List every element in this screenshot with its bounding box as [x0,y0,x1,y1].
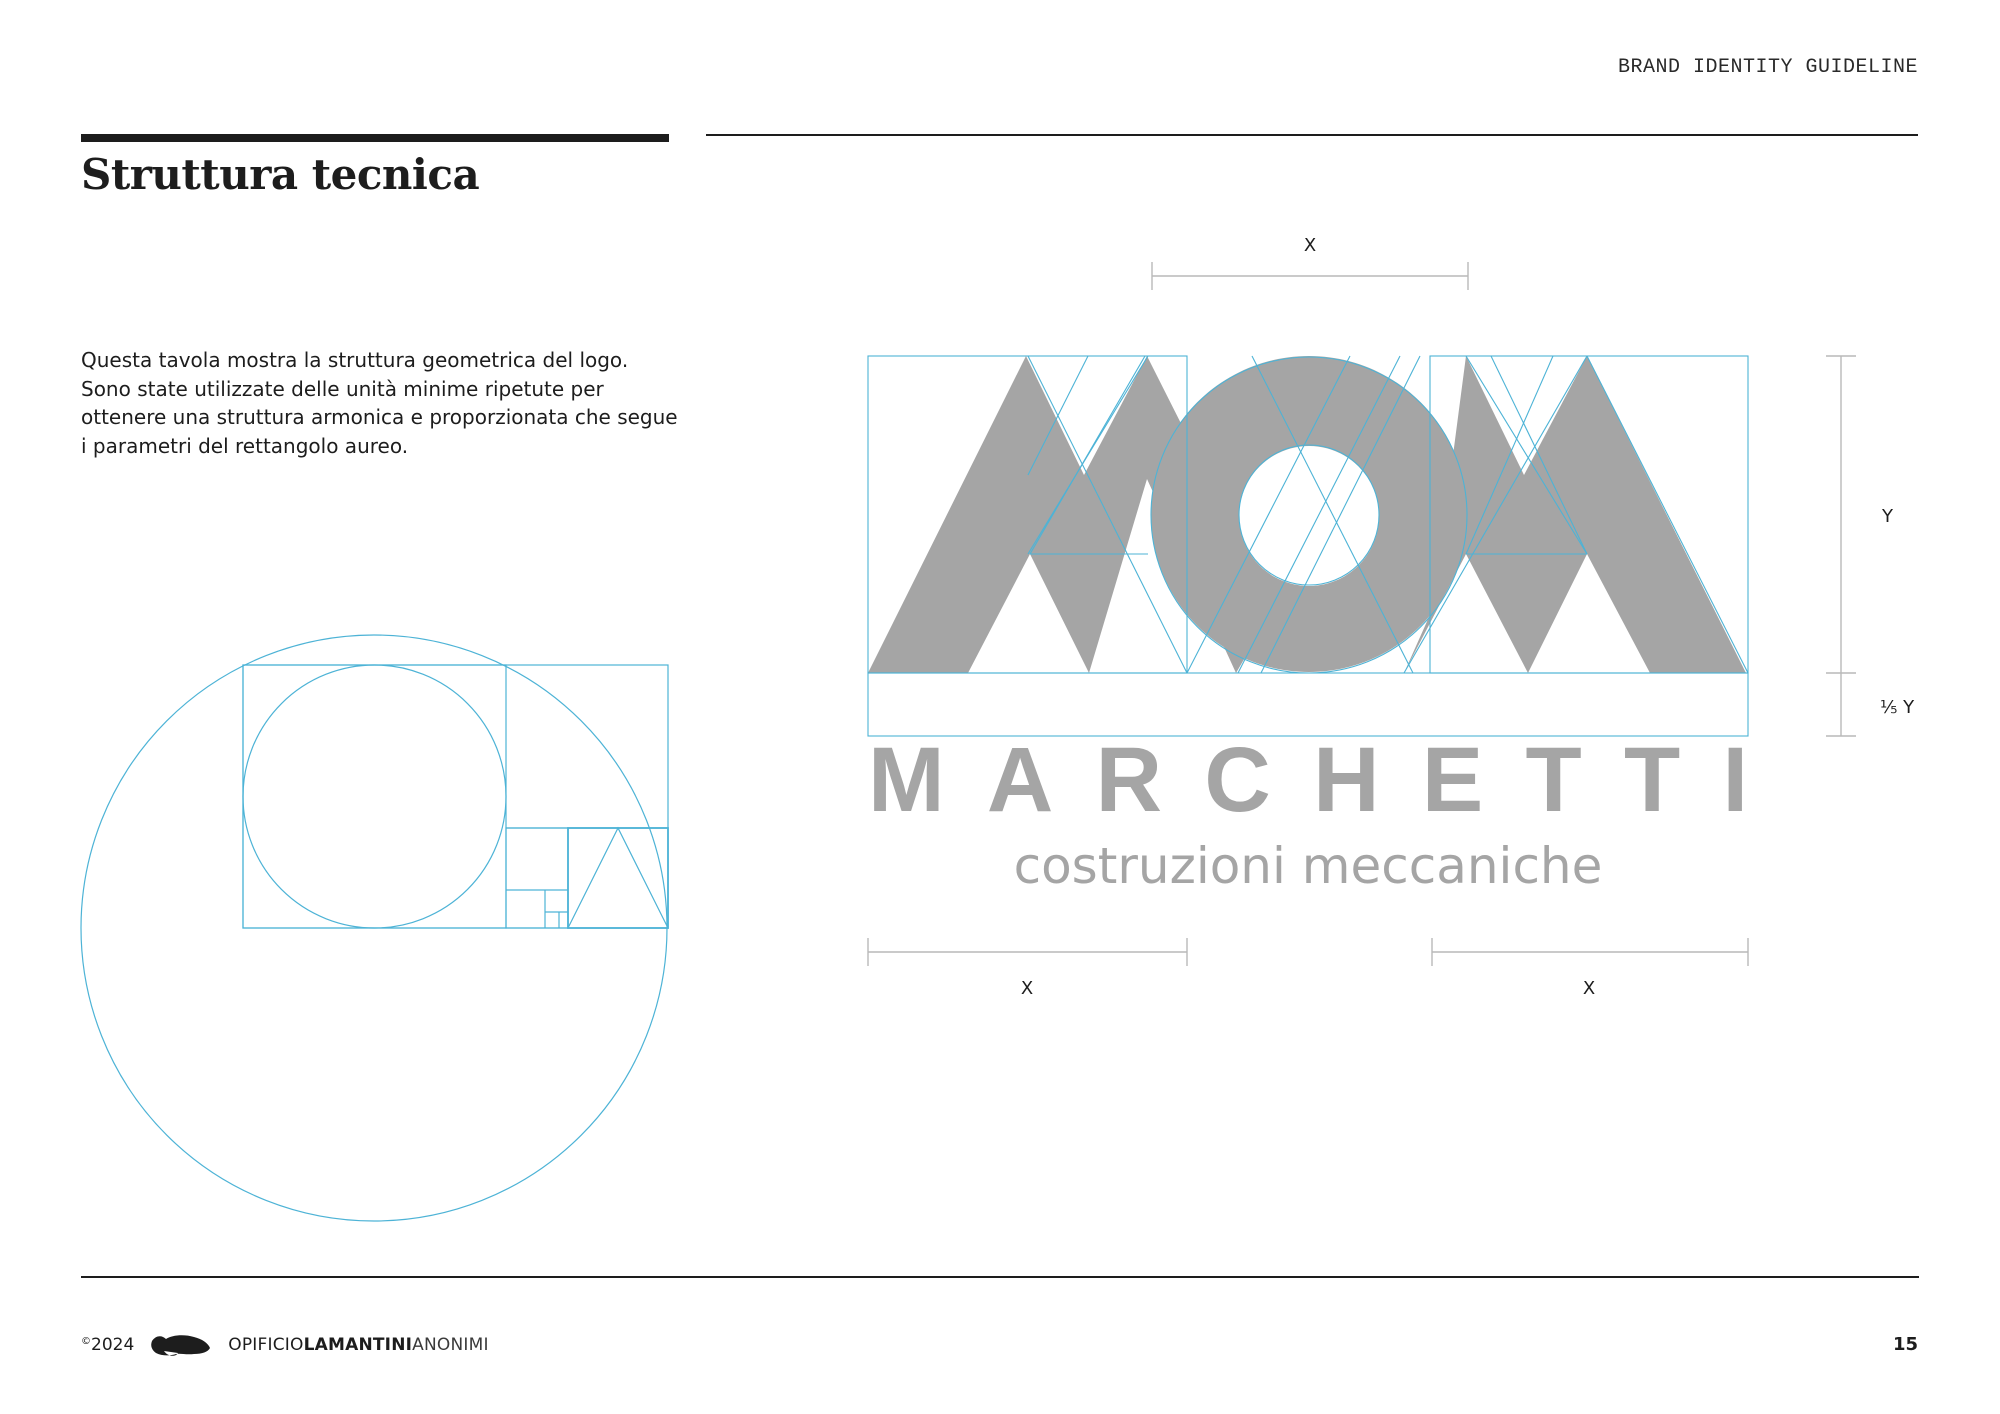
dimension-top-x-label: X [1303,235,1317,256]
logo-monogram [868,356,1746,673]
guide-box-wordmark [868,673,1748,736]
copyright-year: 2024 [91,1335,135,1355]
footer-brand [228,1335,488,1355]
copyright [81,1335,134,1355]
logo-ring [1151,356,1467,672]
footer-rule [81,1276,1919,1278]
description-text: Questa tavola mostra la struttura geometrica del logo. Sono state utilizzate delle unità minime ripetute per ottenere una struttura armonica e proporzionata che segue i parametri del rettangolo aureo. [81,348,678,458]
manatee-logo-icon [150,1331,212,1359]
dimension-bottom-right-x-label: X [1582,978,1596,999]
dimension-fifth-y-label: ⅕ Y [1880,697,1915,718]
page-title: Struttura tecnica [81,150,480,199]
footer-brand-part2: LAMANTINI [303,1335,413,1355]
header-label: BRAND IDENTITY GUIDELINE [1617,56,1918,79]
dimension-bottom-left-x-label: X [1020,978,1034,999]
dimension-y-label: Y [1882,506,1893,527]
footer-brand-part1: OPIFICIO [228,1335,304,1355]
footer [81,1325,489,1365]
page-number: 15 [1892,1334,1918,1355]
copyright-symbol: © [81,1336,91,1347]
logo-tagline: costruzioni meccaniche [1013,837,1603,895]
footer-brand-part3: ANONIMI [412,1335,489,1355]
logo-wordmark: MARCHETTI [868,729,1748,831]
